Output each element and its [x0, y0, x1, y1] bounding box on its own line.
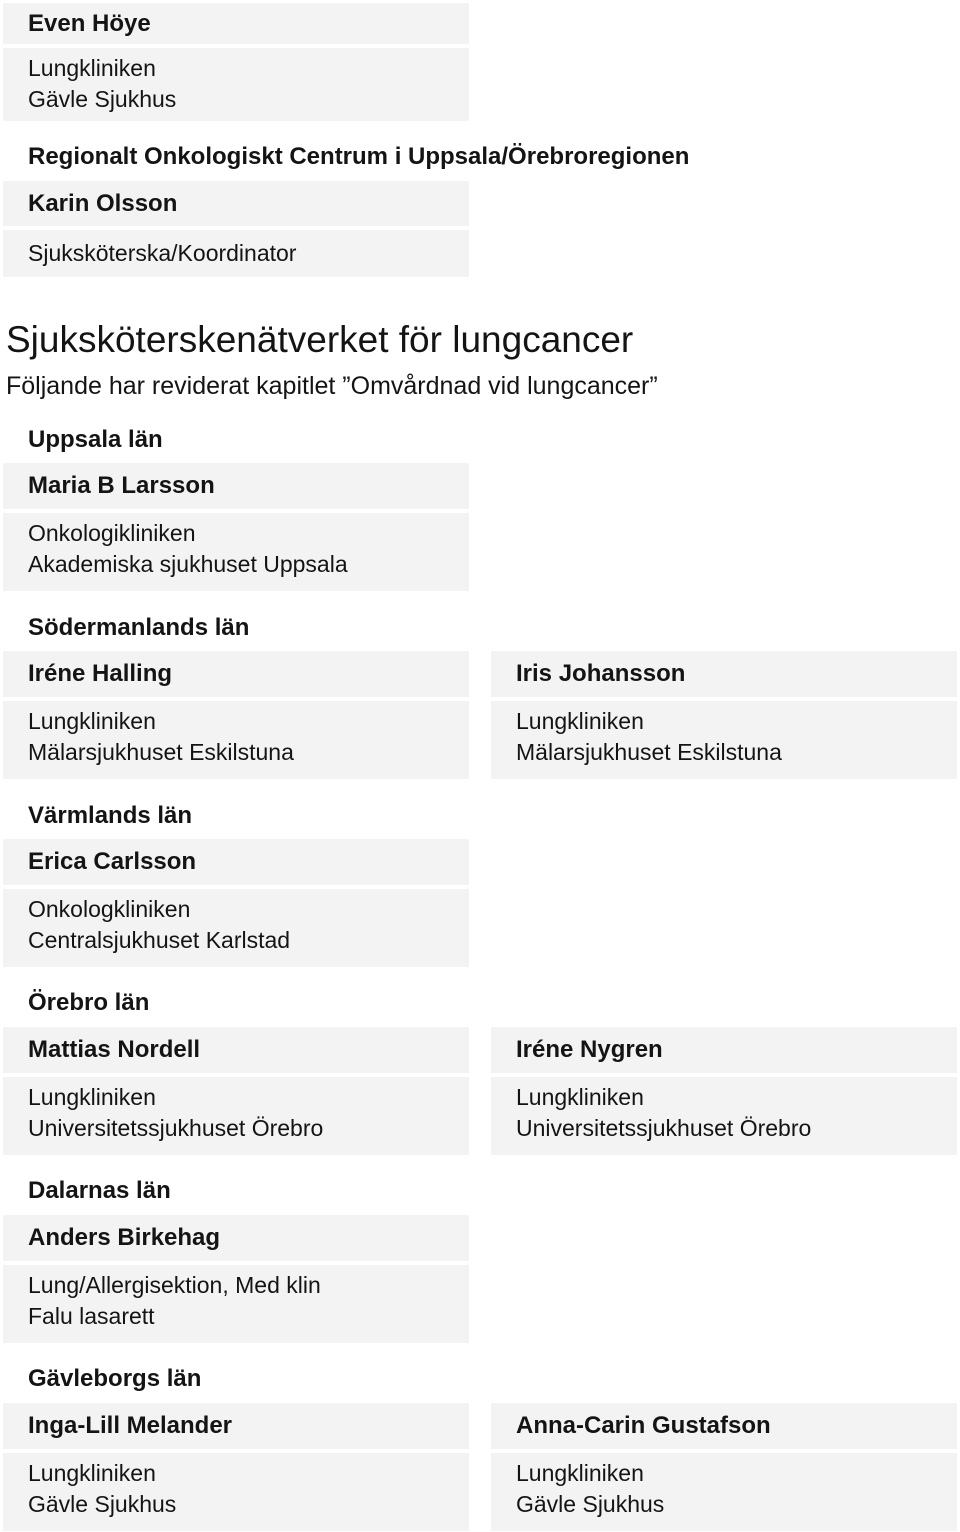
affiliation-clinic: Lungkliniken — [516, 708, 644, 734]
affiliation-box — [3, 701, 469, 779]
rcc-title: Regionalt Onkologiskt Centrum i Uppsala/Örebroregionen — [28, 143, 690, 170]
person-name-box — [3, 651, 469, 697]
affiliation-hospital: Mälarsjukhuset Eskilstuna — [28, 739, 294, 765]
person-name: Iréne Nygren — [516, 1036, 663, 1063]
affiliation-box — [3, 513, 469, 591]
person-name: Maria B Larsson — [28, 472, 215, 499]
affiliation-hospital: Akademiska sjukhuset Uppsala — [28, 551, 348, 577]
affiliation-box — [491, 1077, 957, 1155]
region-label: Gävleborgs län — [28, 1365, 202, 1392]
affiliation-clinic: Onkologkliniken — [28, 896, 191, 922]
region-label: Uppsala län — [28, 426, 163, 453]
person-name: Anna-Carin Gustafson — [516, 1412, 771, 1439]
person-name-box — [3, 463, 469, 509]
person-name-box — [491, 1403, 957, 1449]
person-name: Inga-Lill Melander — [28, 1412, 233, 1439]
affiliation-clinic: Lungkliniken — [28, 55, 156, 81]
affiliation-box — [491, 1453, 957, 1531]
person-name-box — [3, 1403, 469, 1449]
section-subtitle: Följande har reviderat kapitlet ”Omvårdnad vid lungcancer” — [6, 372, 658, 400]
person-name-box — [3, 181, 469, 226]
region-label: Södermanlands län — [28, 614, 250, 641]
person-name-box — [3, 1215, 469, 1261]
affiliation-clinic: Lungkliniken — [28, 1460, 156, 1486]
section-title: Sjuksköterskenätverket för lungcancer — [6, 319, 634, 360]
person-role: Sjuksköterska/Koordinator — [28, 240, 297, 266]
person-name-box — [491, 651, 957, 697]
affiliation-clinic: Onkologikliniken — [28, 520, 196, 546]
person-name: Erica Carlsson — [28, 848, 197, 875]
person-name-box — [3, 839, 469, 885]
affiliation-box — [491, 701, 957, 779]
affiliation-hospital: Universitetssjukhuset Örebro — [516, 1115, 812, 1141]
affiliation-clinic: Lungkliniken — [516, 1084, 644, 1110]
person-name: Mattias Nordell — [28, 1036, 201, 1063]
person-name: Iréne Halling — [28, 660, 173, 687]
affiliation-hospital: Centralsjukhuset Karlstad — [28, 927, 291, 953]
affiliation-box — [3, 889, 469, 967]
affiliation-clinic: Lungkliniken — [516, 1460, 644, 1486]
affiliation-box — [3, 1265, 469, 1343]
affiliation-hospital: Gävle Sjukhus — [28, 86, 177, 112]
affiliation-hospital: Falu lasarett — [28, 1303, 155, 1329]
person-name: Even Höye — [28, 9, 151, 37]
affiliation-clinic: Lungkliniken — [28, 708, 156, 734]
person-name: Anders Birkehag — [28, 1224, 221, 1251]
region-label: Örebro län — [28, 989, 150, 1016]
region-label: Dalarnas län — [28, 1177, 171, 1204]
affiliation-hospital: Gävle Sjukhus — [28, 1491, 177, 1517]
affiliation-clinic: Lung/Allergisektion, Med klin — [28, 1272, 321, 1298]
person-name-box — [3, 1027, 469, 1073]
person-name: Iris Johansson — [516, 660, 686, 687]
role-box — [3, 230, 469, 277]
person-name: Karin Olsson — [28, 189, 178, 217]
region-label: Värmlands län — [28, 802, 193, 829]
affiliation-hospital: Mälarsjukhuset Eskilstuna — [516, 739, 782, 765]
affiliation-box — [3, 48, 469, 121]
affiliation-box — [3, 1453, 469, 1531]
person-name-box — [3, 3, 469, 44]
affiliation-hospital: Gävle Sjukhus — [516, 1491, 665, 1517]
affiliation-clinic: Lungkliniken — [28, 1084, 156, 1110]
person-name-box — [491, 1027, 957, 1073]
affiliation-hospital: Universitetssjukhuset Örebro — [28, 1115, 324, 1141]
affiliation-box — [3, 1077, 469, 1155]
